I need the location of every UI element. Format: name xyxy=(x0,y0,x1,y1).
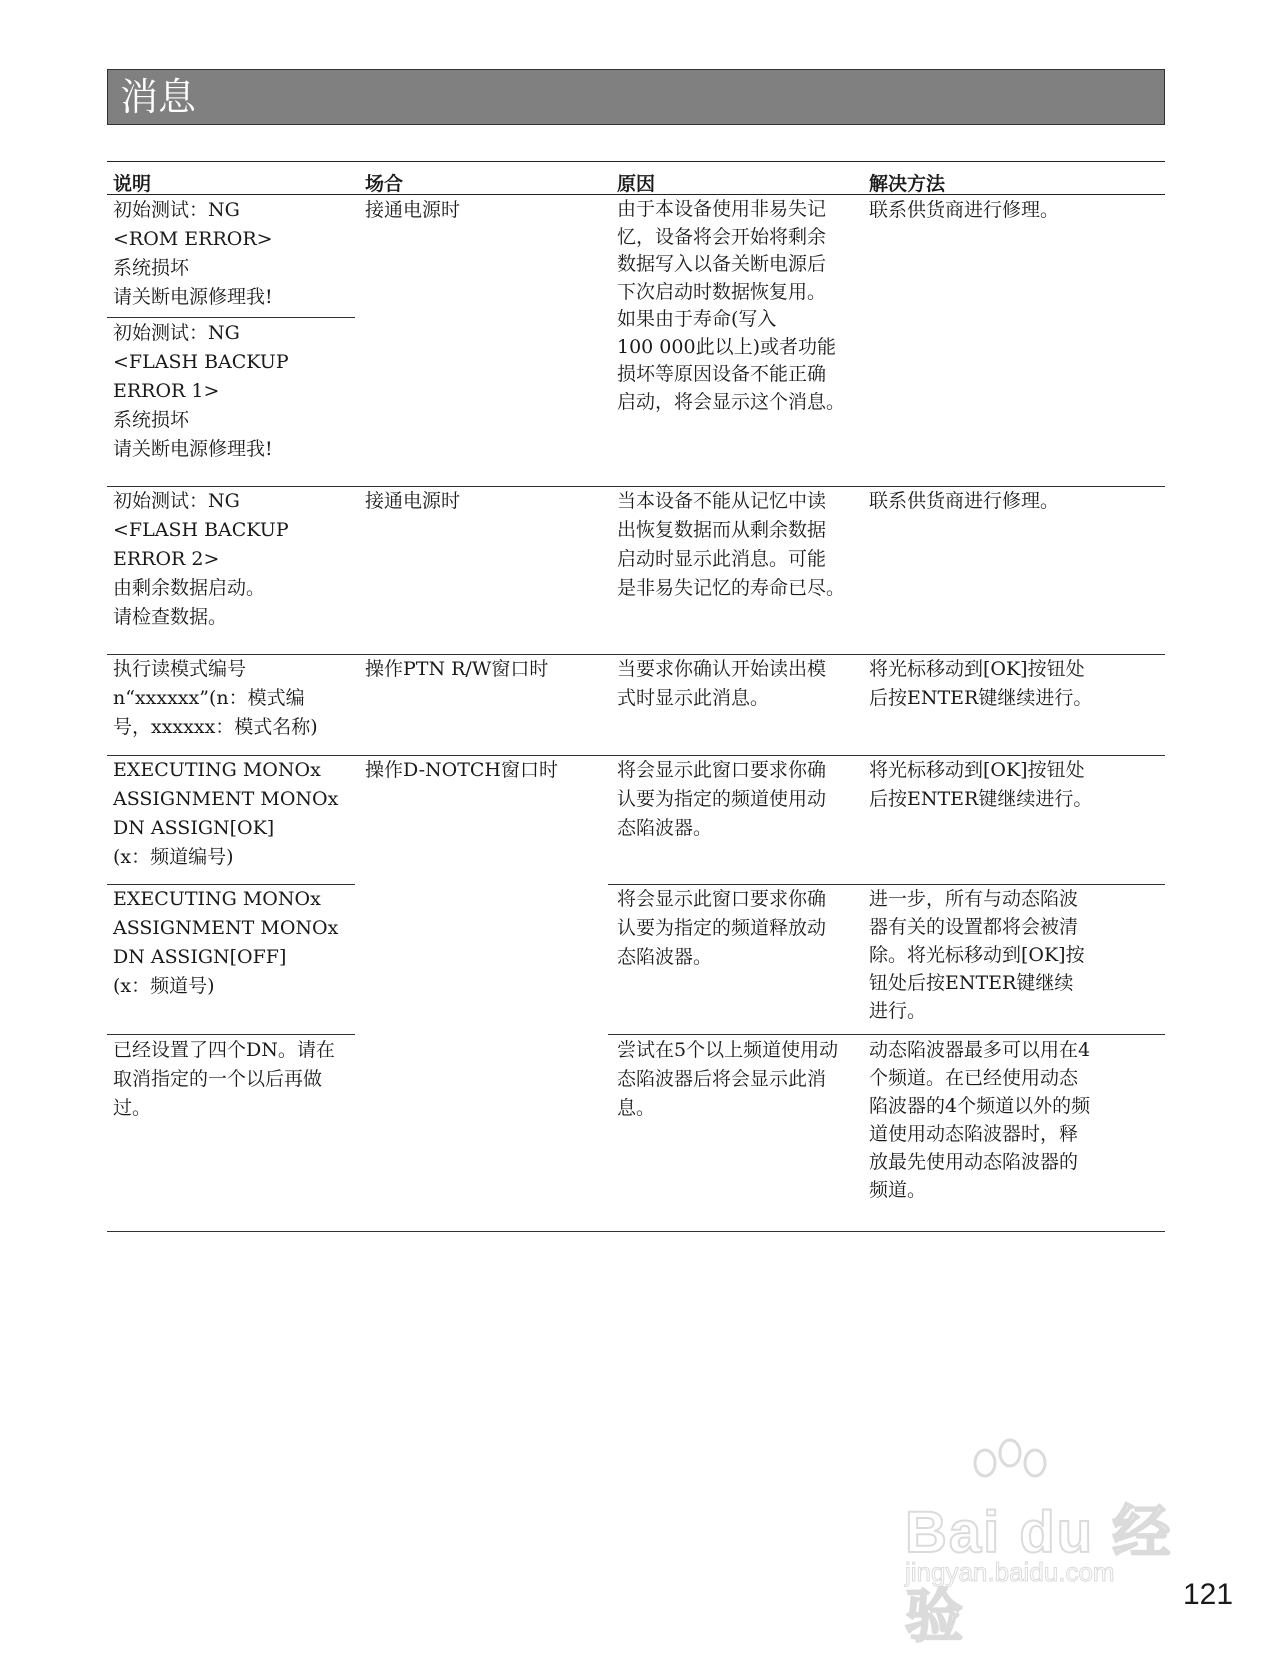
cell-reason-recovery-data: 当本设备不能从记忆中读 出恢复数据而从剩余数据 启动时显示此消息。可能 是非易失记忆的寿命已尽。 xyxy=(617,490,846,599)
cell-reason-nonvolatile: 由于本设备使用非易失记 忆，设备将会开始将剩余 数据写入以备关断电源后 下次启动时数据恢复用。 如果由于寿命(写入 100 000此以上)或者功能 损坏等原因设备不能正确 启动，将会显示这个消息。 xyxy=(617,198,846,413)
cell-reason-over-five-channels: 尝试在5个以上频道使用动 态陷波器后将会显示此消 息。 xyxy=(617,1039,839,1119)
section-title-bar xyxy=(107,69,1165,125)
cell-description-read-pattern: 执行读模式编号 n“xxxxxx”(n：模式编 号，xxxxxx：模式名称) xyxy=(113,658,318,738)
cell-solution-max-four-channels: 动态陷波器最多可以用在4 个频道。在已经使用动态 陷波器的4个频道以外的频 道使用动态陷波器时，释 放最先使用动态陷波器的 频道。 xyxy=(869,1039,1091,1201)
row-separator xyxy=(107,1034,355,1035)
cell-description-four-dn-set: 已经设置了四个DN。请在 取消指定的一个以后再做 过。 xyxy=(113,1039,335,1119)
row-separator xyxy=(608,1034,1165,1035)
cell-reason-use-dynamic-notch: 将会显示此窗口要求你确 认要为指定的频道使用动 态陷波器。 xyxy=(617,759,827,839)
cell-occasion-power-on-2: 接通电源时 xyxy=(365,490,461,512)
watermark-url: jingyan.baidu.com xyxy=(905,1557,1115,1587)
watermark-brand: Bai du 经验 xyxy=(905,1500,1173,1649)
cell-description-flash-backup-1: 初始测试：NG <FLASH BACKUP ERROR 1> 系统损坏 请关断电源修理我! xyxy=(113,322,289,460)
column-header-description: 说明 xyxy=(113,173,152,195)
cell-reason-release-dynamic-notch: 将会显示此窗口要求你确 认要为指定的频道释放动 态陷波器。 xyxy=(617,888,827,968)
baidu-jingyan-watermark xyxy=(905,1445,1205,1649)
row-separator xyxy=(107,317,355,318)
page-number: 121 xyxy=(1183,1578,1234,1611)
cell-solution-press-enter: 将光标移动到[OK]按钮处 后按ENTER键继续进行。 xyxy=(869,658,1093,709)
cell-description-dn-assign-ok: EXECUTING MONOx ASSIGNMENT MONOx DN ASSIGN[OK] (x：频道编号) xyxy=(113,759,339,868)
cell-description-dn-assign-off: EXECUTING MONOx ASSIGNMENT MONOx DN ASSIGN[OFF] (x：频道号) xyxy=(113,888,339,997)
column-header-occasion: 场合 xyxy=(365,173,404,195)
column-header-reason: 原因 xyxy=(617,173,656,195)
cell-solution-contact-supplier: 联系供货商进行修理。 xyxy=(869,199,1060,221)
cell-solution-settings-cleared: 进一步，所有与动态陷波 器有关的设置都将会被清 除。将光标移动到[OK]按 钮处后按ENTER键继续 进行。 xyxy=(869,888,1085,1022)
cell-solution-press-enter-2: 将光标移动到[OK]按钮处 后按ENTER键继续进行。 xyxy=(869,759,1093,810)
cell-occasion-power-on: 接通电源时 xyxy=(365,199,461,221)
table-top-rule xyxy=(107,161,1165,162)
cell-occasion-ptn-rw-window: 操作PTN R/W窗口时 xyxy=(365,658,549,680)
table-bottom-rule xyxy=(107,1231,1165,1232)
column-header-solution: 解决方法 xyxy=(869,173,946,195)
cell-occasion-d-notch-window: 操作D-NOTCH窗口时 xyxy=(365,759,558,781)
cell-description-rom-error: 初始测试：NG <ROM ERROR> 系统损坏 请关断电源修理我! xyxy=(113,199,273,308)
cell-solution-contact-supplier-2: 联系供货商进行修理。 xyxy=(869,490,1060,512)
cell-description-flash-backup-2: 初始测试：NG <FLASH BACKUP ERROR 2> 由剩余数据启动。 请检查数据。 xyxy=(113,490,289,628)
section-title: 消息 xyxy=(120,75,197,119)
cell-reason-confirm-read: 当要求你确认开始读出模 式时显示此消息。 xyxy=(617,658,827,709)
